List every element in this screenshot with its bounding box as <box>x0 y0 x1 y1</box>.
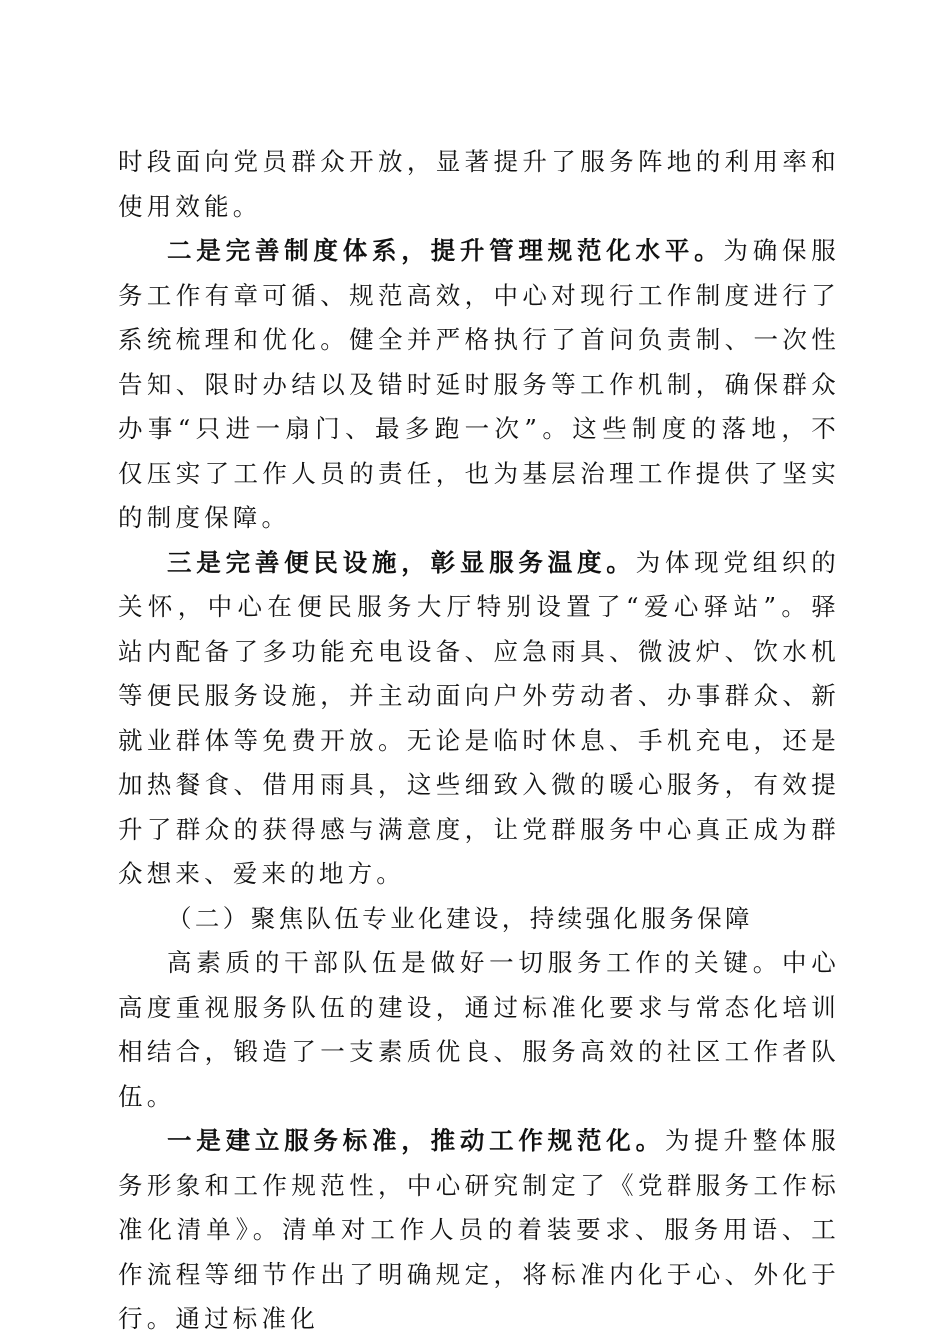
document-body <box>118 140 840 1342</box>
paragraph-lead: 二是完善制度体系，提升管理规范化水平。 <box>167 236 724 265</box>
section-heading: （二）聚焦队伍专业化建设，持续强化服务保障 <box>167 903 753 933</box>
paragraph-text: 为确保服务工作有章可循、规范高效，中心对现行工作制度进行了系统梳理和优化。健全并严格执行了首问负责制、一次性告知、限时办结以及错时延时服务等工作机制，确保群众办事“只进一扇门、最多跑一次”。这些制度的落地，不仅压实了工作人员的责任，也为基层治理工作提供了坚实的制度保障。 <box>118 236 840 532</box>
paragraph-continued: 时段面向党员群众开放，显著提升了服务阵地的利用率和使用效能。 <box>118 147 840 221</box>
paragraph-lead: 一是建立服务标准，推动工作规范化。 <box>167 1126 665 1155</box>
paragraph-lead: 三是完善便民设施，彰显服务温度。 <box>167 547 636 577</box>
paragraph-text: 为体现党组织的关怀，中心在便民服务大厅特别设置了“爱心驿站”。驿站内配备了多功能充电设备、应急雨具、微波炉、饮水机等便民服务设施，并主动面向户外劳动者、办事群众、新就业群体等免费开放。无论是临时休息、手机充电，还是加热餐食、借用雨具，这些细致入微的暖心服务，有效提升了群众的获得感与满意度，让党群服务中心真正成为群众想来、爱来的地方。 <box>118 547 840 888</box>
paragraph-text: 为提升整体服务形象和工作规范性，中心研究制定了《党群服务工作标准化清单》。清单对工作人员的着装要求、服务用语、工作流程等细节作出了明确规定，将标准内化于心、外化于行。通过标准化 <box>118 1126 840 1333</box>
paragraph-system <box>118 229 840 541</box>
paragraph-team: 高素质的干部队伍是做好一切服务工作的关键。中心高度重视服务队伍的建设，通过标准化要求与常态化培训相结合，锻造了一支素质优良、服务高效的社区工作者队伍。 <box>118 948 840 1111</box>
paragraph-facilities <box>118 541 840 897</box>
paragraph-standards <box>118 1119 840 1342</box>
